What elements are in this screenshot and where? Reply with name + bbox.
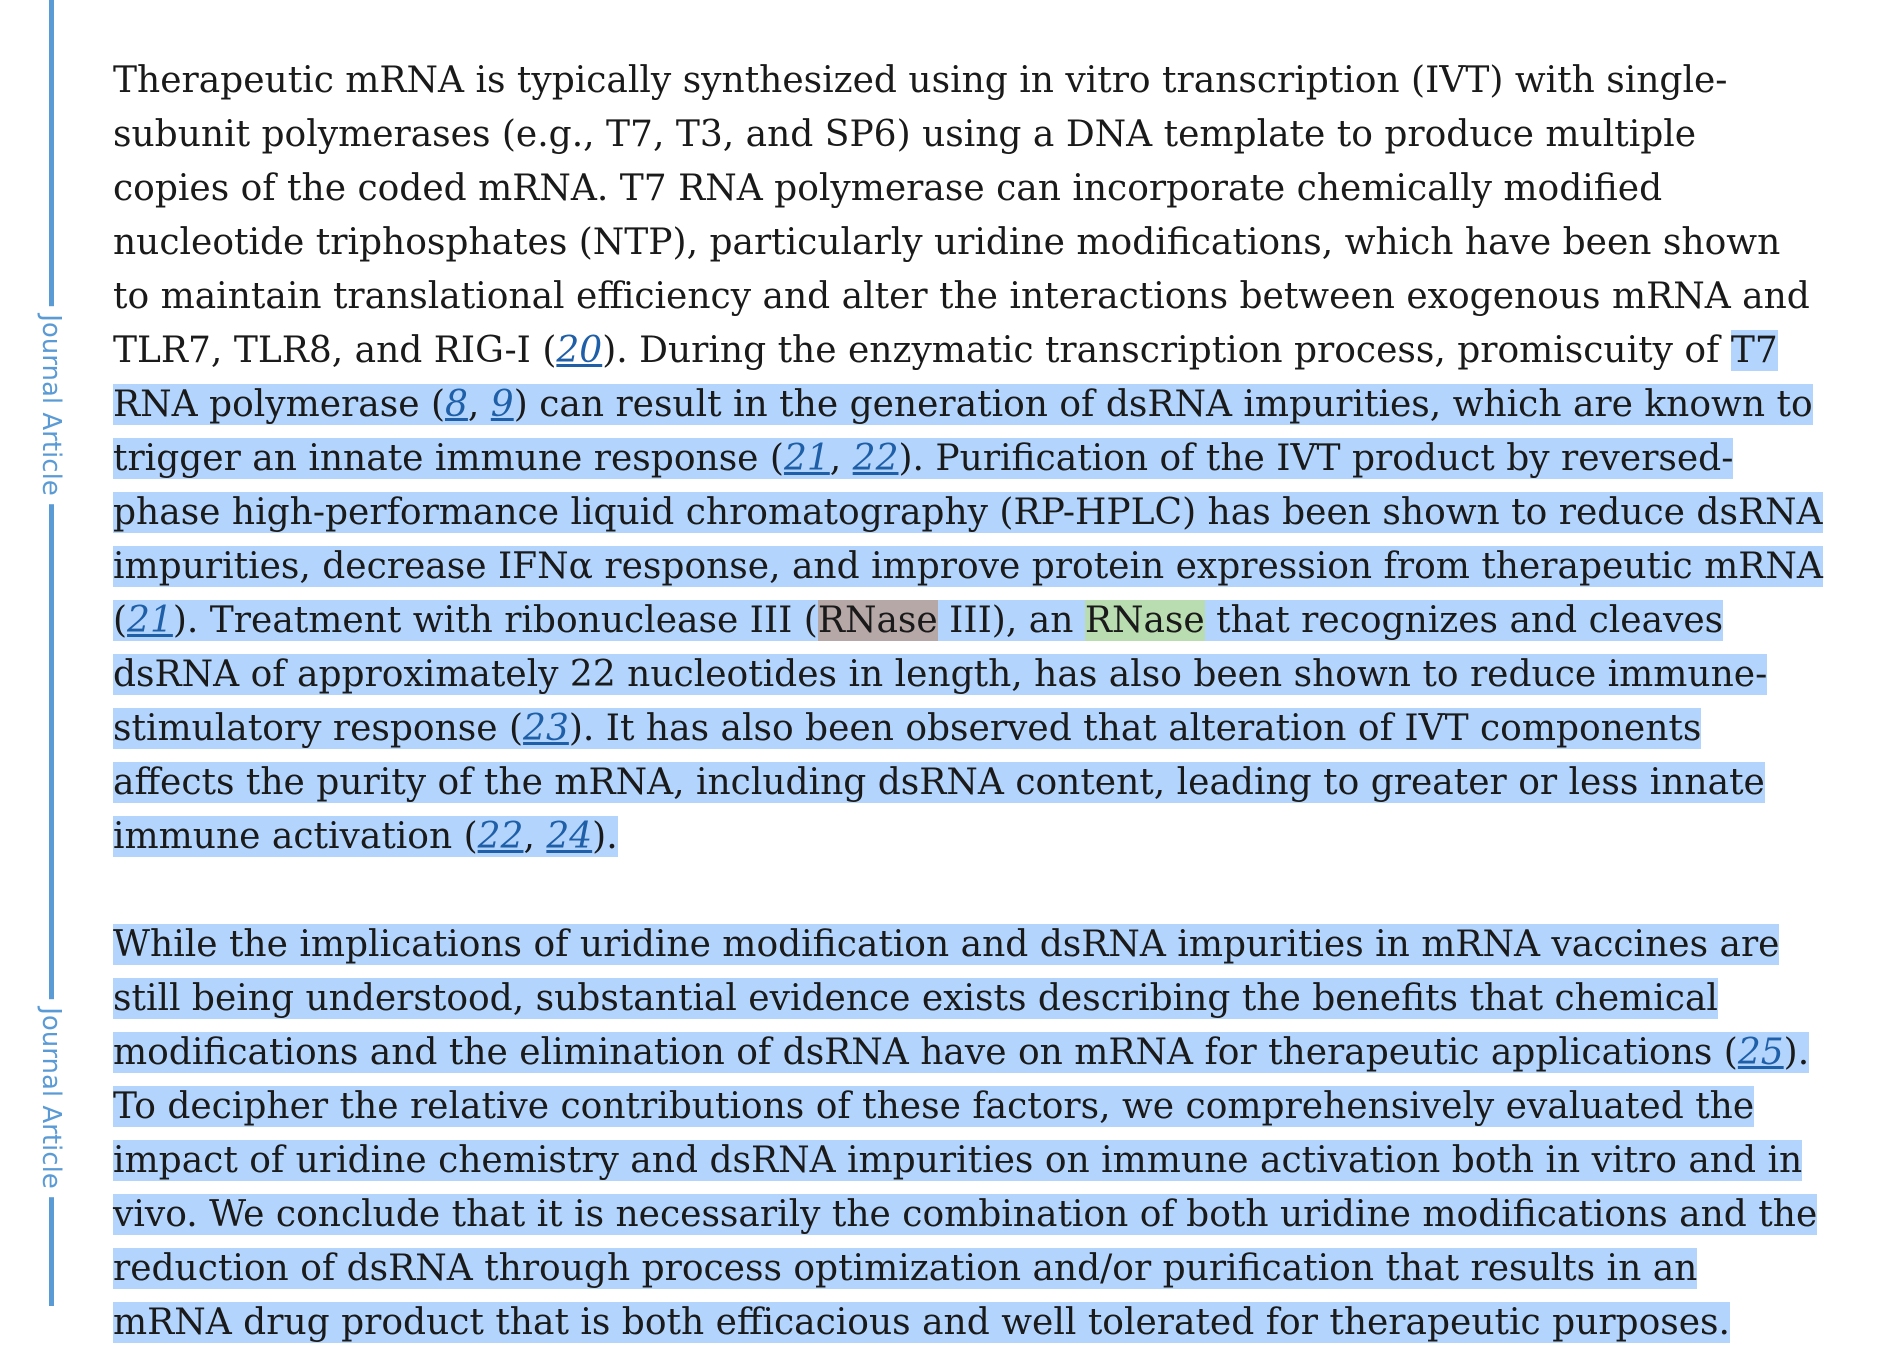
text-segment: , bbox=[523, 816, 547, 857]
paragraph-2 bbox=[113, 918, 1823, 1350]
highlight-rnase-2: RNase bbox=[1084, 600, 1205, 641]
text-segment: ). bbox=[592, 816, 618, 857]
text-segment: Therapeutic mRNA is typically synthesized using in vitro transcription (IVT) with single-subunit polymerases (e.g., T7, T3, and SP6) using a DNA template to produce multiple copies of the coded mRNA. T7 RNA polymerase can incorporate chemically modified nucleotide triphosphates (NTP), particularly uridine modifications, which have been shown to maintain translational efficiency and alter the interactions between exogenous mRNA and TLR7, TLR8, and RIG-I ( bbox=[113, 60, 1810, 371]
text-segment: ). Purification of the IVT product by reversed-phase high-performance liquid chromatography (RP-HPLC) has been shown to reduce dsRNA impurities, decrease IFNα response, and improve protein expression from therapeutic mRNA ( bbox=[113, 438, 1823, 641]
citation-link-9[interactable]: 9 bbox=[490, 384, 514, 425]
citation-link-21[interactable]: 21 bbox=[127, 600, 173, 641]
citation-link-22[interactable]: 22 bbox=[852, 438, 899, 479]
citation-link-24[interactable]: 24 bbox=[546, 816, 593, 857]
text-segment: , bbox=[467, 384, 491, 425]
article-body bbox=[113, 54, 1823, 1350]
text-segment: ). To decipher the relative contributions of these factors, we comprehensively evaluated the impact of uridine chemistry and dsRNA impurities on immune activation both in vitro and in vivo. We conclude that it is necessarily the combination of both uridine modifications and the reduction of dsRNA through process optimization and/or purification that results in an mRNA drug product that is both efficacious and well tolerated for therapeutic purposes. bbox=[113, 1032, 1818, 1343]
text-segment: ). It has also been observed that alteration of IVT components affects the purity of the mRNA, including dsRNA content, leading to greater or less innate immune activation ( bbox=[113, 708, 1765, 857]
paragraph-1 bbox=[113, 54, 1823, 864]
text-segment: ). During the enzymatic transcription process, promiscuity of bbox=[602, 330, 1731, 371]
text-segment: III), an bbox=[937, 600, 1085, 641]
highlight-rnase-1: RNase bbox=[817, 600, 938, 641]
text-segment: , bbox=[829, 438, 853, 479]
citation-link-22[interactable]: 22 bbox=[477, 816, 524, 857]
text-segment: ). Treatment with ribonuclease III ( bbox=[172, 600, 818, 641]
selected-text[interactable] bbox=[113, 924, 1817, 1343]
selected-text[interactable] bbox=[113, 330, 1823, 857]
citation-link-20[interactable]: 20 bbox=[556, 330, 603, 371]
citation-link-21[interactable]: 21 bbox=[783, 438, 830, 479]
text-segment: that recognizes and cleaves dsRNA of approximately 22 nucleotides in length, has also been shown to reduce immune-stimulatory response ( bbox=[113, 600, 1768, 749]
citation-link-23[interactable]: 23 bbox=[523, 708, 569, 749]
text-segment: ) can result in the generation of dsRNA impurities, which are known to trigger an innate immune response ( bbox=[113, 384, 1813, 479]
citation-link-8[interactable]: 8 bbox=[445, 384, 468, 425]
text-segment: While the implications of uridine modification and dsRNA impurities in mRNA vaccines are still being understood, substantial evidence exists describing the benefits that chemical modifications and the elimination of dsRNA have on mRNA for therapeutic applications ( bbox=[113, 924, 1780, 1073]
text-segment: T7 RNA polymerase ( bbox=[113, 330, 1778, 425]
citation-link-25[interactable]: 25 bbox=[1737, 1032, 1784, 1073]
